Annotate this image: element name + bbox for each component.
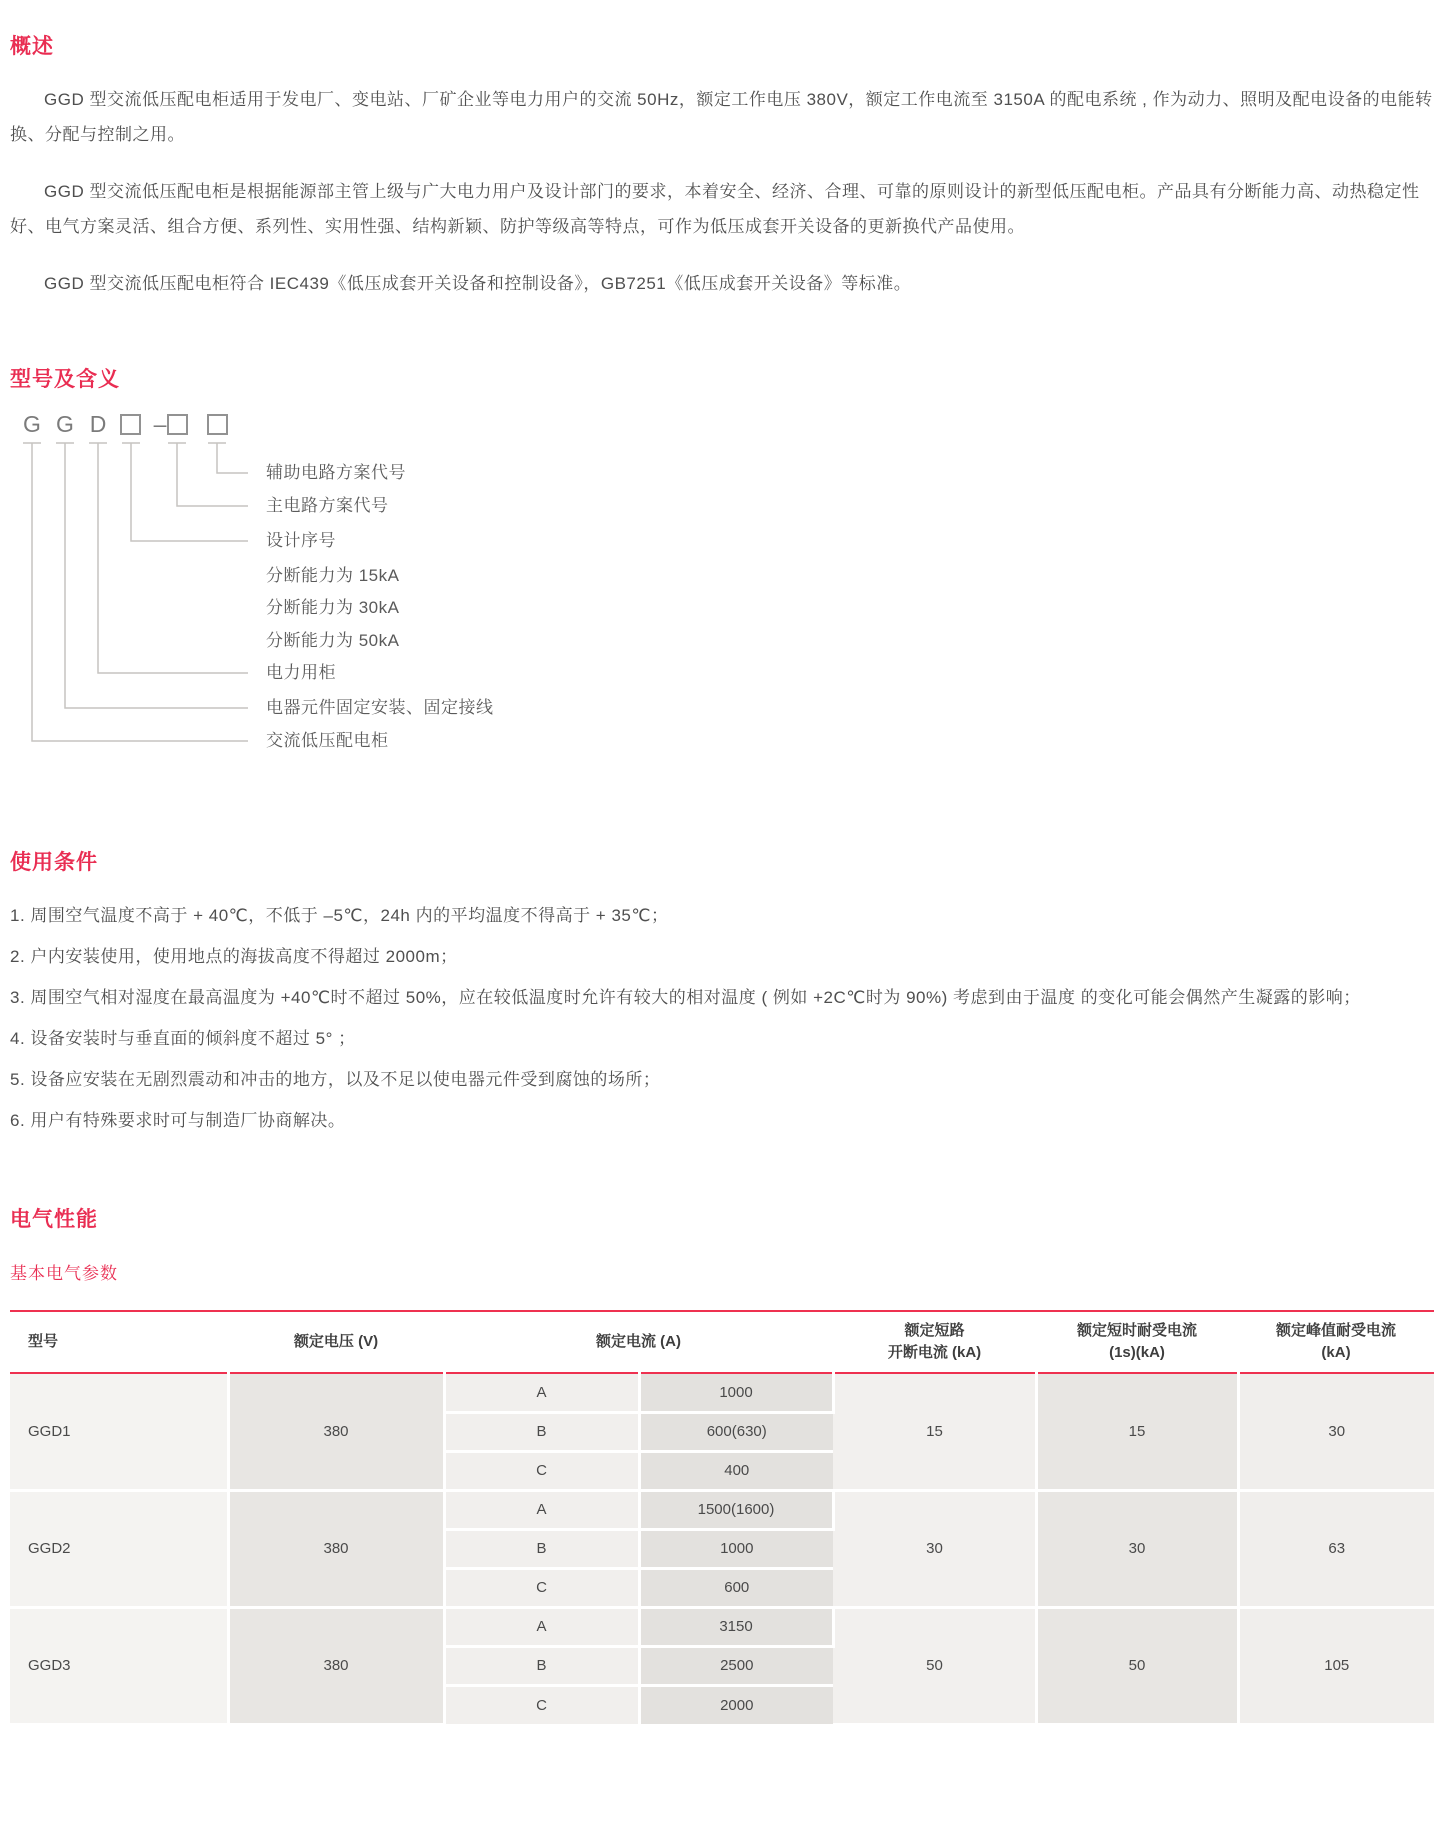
document-page: [0, 30, 1443, 1726]
cell-class: A: [444, 1490, 639, 1529]
basic-parameters-subtitle: 基本电气参数: [10, 1264, 118, 1283]
header-breaking-line1: 额定短路: [904, 1322, 965, 1339]
usage-conditions-section: [10, 846, 1433, 1139]
cell-breaking-ggd2: 30: [833, 1490, 1036, 1607]
header-model: 型号: [10, 1311, 228, 1373]
header-withstand-line2: (1s)(kA): [1109, 1344, 1165, 1361]
model-meaning-title: 型号及含义: [10, 368, 120, 391]
overview-paragraph-3: GGD 型交流低压配电柜符合 IEC439《低压成套开关设备和控制设备》，GB7251《低压成套开关设备》等标准。: [44, 274, 912, 293]
model-meaning-section: [10, 363, 1433, 766]
overview-title: 概述: [10, 35, 54, 58]
cell-model-ggd3: GGD3: [10, 1607, 228, 1724]
condition-item-1: 1. 周围空气温度不高于 + 40℃，不低于 –5℃，24h 内的平均温度不得高于 + 35℃；: [10, 906, 669, 925]
condition-item-6: 6. 用户有特殊要求时可与制造厂协商解决。: [10, 1111, 346, 1130]
usage-conditions-title: 使用条件: [10, 851, 98, 874]
model-letter-d: D: [89, 411, 107, 437]
diagram-label-design-serial: 设计序号: [266, 531, 336, 550]
electrical-performance-section: [10, 1203, 1433, 1726]
cell-breaking-ggd3: 50: [833, 1607, 1036, 1724]
overview-paragraph-1: GGD 型交流低压配电柜适用于发电厂、变电站、厂矿企业等电力用户的交流 50Hz，额定工作电压 380V，额定工作电流至 3150A 的配电系统 , 作为动力、照明及配电设备的电能转换、分配与控制之用。: [10, 90, 1433, 144]
cell-breaking-ggd1: 15: [833, 1373, 1036, 1490]
header-peak-line1: 额定峰值耐受电流: [1275, 1322, 1396, 1339]
cell-model-ggd1: GGD1: [10, 1373, 228, 1490]
cell-class: B: [444, 1412, 639, 1451]
table-row: [10, 1490, 1434, 1529]
cell-current: 1500(1600): [639, 1490, 833, 1529]
cell-current: 600: [639, 1568, 833, 1607]
cell-class: A: [444, 1373, 639, 1412]
diagram-label-main-circuit: 主电路方案代号: [266, 496, 389, 515]
diagram-label-power-cabinet: 电力用柜: [266, 663, 336, 682]
cell-withstand-ggd3: 50: [1036, 1607, 1238, 1724]
cell-current: 400: [639, 1451, 833, 1490]
cell-current: 1000: [639, 1373, 833, 1412]
cell-peak-ggd1: 30: [1238, 1373, 1434, 1490]
cell-class: C: [444, 1451, 639, 1490]
cell-voltage-ggd2: 380: [228, 1490, 444, 1607]
diagram-connector-lines: [10, 411, 270, 766]
diagram-label-aux-circuit: 辅助电路方案代号: [266, 463, 406, 482]
cell-withstand-ggd1: 15: [1036, 1373, 1238, 1490]
header-rated-voltage: 额定电压 (V): [228, 1311, 444, 1373]
model-code-diagram: [10, 411, 1433, 766]
header-breaking-line2: 开断电流 (kA): [887, 1344, 982, 1361]
cell-withstand-ggd2: 30: [1036, 1490, 1238, 1607]
cell-class: A: [444, 1607, 639, 1646]
cell-peak-ggd2: 63: [1238, 1490, 1434, 1607]
cell-current: 3150: [639, 1607, 833, 1646]
table-row: [10, 1373, 1434, 1412]
condition-item-4: 4. 设备安装时与垂直面的倾斜度不超过 5° ；: [10, 1029, 356, 1048]
cell-peak-ggd3: 105: [1238, 1607, 1434, 1724]
cell-class: B: [444, 1646, 639, 1685]
table-row: [10, 1607, 1434, 1646]
cell-class: B: [444, 1529, 639, 1568]
table-header-row: [10, 1311, 1434, 1373]
model-letter-g1: G: [23, 411, 41, 437]
diagram-label-breaking-50ka: 分断能力为 50kA: [266, 631, 400, 650]
condition-list: [10, 898, 1433, 1139]
cell-current: 2500: [639, 1646, 833, 1685]
header-peak-current: [1238, 1311, 1434, 1373]
cell-class: C: [444, 1568, 639, 1607]
cell-current: 600(630): [639, 1412, 833, 1451]
header-breaking-current: [833, 1311, 1036, 1373]
cell-class: C: [444, 1685, 639, 1724]
diagram-label-breaking-15ka: 分断能力为 15kA: [266, 566, 400, 585]
header-withstand-line1: 额定短时耐受电流: [1076, 1322, 1197, 1339]
cell-model-ggd2: GGD2: [10, 1490, 228, 1607]
header-peak-line2: (kA): [1321, 1344, 1351, 1361]
cell-voltage-ggd1: 380: [228, 1373, 444, 1490]
header-rated-current: 额定电流 (A): [444, 1311, 833, 1373]
electrical-performance-title: 电气性能: [10, 1208, 98, 1231]
cell-current: 2000: [720, 1696, 754, 1714]
diagram-label-ac-lv-cabinet: 交流低压配电柜: [266, 731, 389, 750]
header-withstand-current: [1036, 1311, 1238, 1373]
condition-item-3: 3. 周围空气相对湿度在最高温度为 +40℃时不超过 50%，应在较低温度时允许有较大的相对温度 ( 例如 +2C℃时为 90%) 考虑到由于温度 的变化可能会偶然产生凝露的影响；: [10, 988, 1361, 1007]
electrical-parameters-table: [10, 1310, 1434, 1726]
condition-item-2: 2. 户内安装使用，使用地点的海拔高度不得超过 2000m；: [10, 947, 458, 966]
model-dash: –: [153, 411, 167, 437]
diagram-label-breaking-30ka: 分断能力为 30kA: [266, 598, 400, 617]
cell-current: 1000: [639, 1529, 833, 1568]
overview-paragraph-2: GGD 型交流低压配电柜是根据能源部主管上级与广大电力用户及设计部门的要求，本着安全、经济、合理、可靠的原则设计的新型低压配电柜。产品具有分断能力高、动热稳定性好、电气方案灵活、组合方便、系列性、实用性强、结构新颖、防护等级高等特点，可作为低压成套开关设备的更新换代产品使用。: [10, 182, 1420, 236]
condition-item-5: 5. 设备应安装在无剧烈震动和冲击的地方，以及不足以使电器元件受到腐蚀的场所；: [10, 1070, 661, 1089]
model-letter-g2: G: [56, 411, 74, 437]
cell-voltage-ggd3: 380: [228, 1607, 444, 1724]
overview-section: [10, 30, 1433, 301]
diagram-label-fixed-mounting: 电器元件固定安装、固定接线: [266, 698, 494, 717]
